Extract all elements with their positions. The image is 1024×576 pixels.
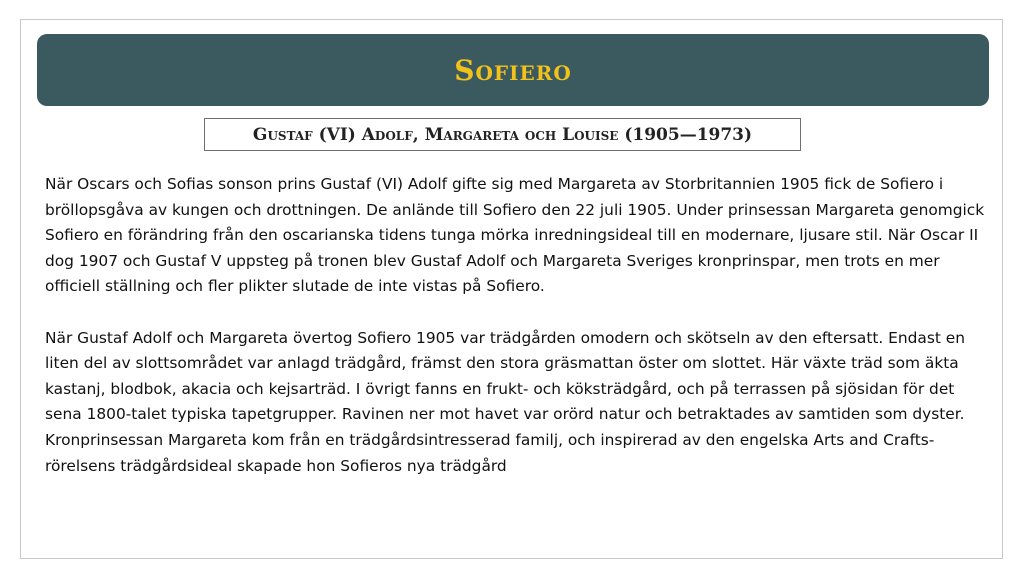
slide xyxy=(20,19,1003,559)
paragraph-2: När Gustaf Adolf och Margareta övertog Sofiero 1905 var trädgården omodern och skötseln av den eftersatt. Endast en liten del av slottsområdet var anlagd trädgård, främst den stora gräsmattan öster om slottet. Här växte träd som äkta kastanj, blodbok, akacia och kejsarträd. I övrigt fanns en frukt- och köksträdgård, och på terrassen på sjösidan för det sena 1800-talet typiska tapetgrupper. Ravinen ner mot havet var orörd natur och betraktades av samtiden som dyster. Kronprinsessan Margareta kom från en trädgårdsintresserad familj, och inspirerad av den engelska Arts and Crafts-rörelsens trädgårdsideal skapade hon Sofieros nya trädgård xyxy=(45,328,966,475)
body-text xyxy=(45,172,990,505)
subtitle: Gustaf (VI) Adolf, Margareta och Louise (1905—1973) xyxy=(252,124,753,145)
paragraph-1: När Oscars och Sofias sonson prins Gustaf (VI) Adolf gifte sig med Margareta av Storbritannien 1905 fick de Sofiero i bröllopsgåva av kungen och drottningen. De anlände till Sofiero den 22 juli 1905. Under prinsessan Margareta genomgick Sofiero en förändring från den oscarianska tidens tunga mörka inredningsideal till en modernare, ljusare stil. När Oscar II dog 1907 och Gustaf V uppsteg på tronen blev Gustaf Adolf och Margareta Sveriges kronprinspar, men trots en mer officiell ställning och fler plikter slutade de inte vistas på Sofiero. xyxy=(45,175,985,296)
slide-title: Sofiero xyxy=(454,53,572,87)
title-banner xyxy=(37,34,989,106)
subtitle-box xyxy=(204,118,801,151)
